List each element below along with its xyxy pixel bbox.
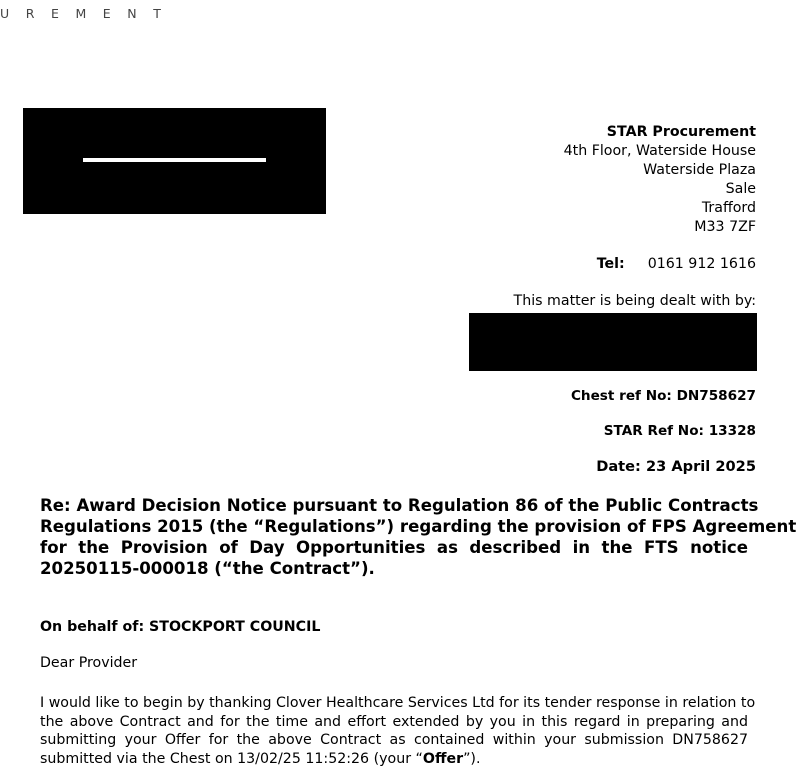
body-paragraph [40, 694, 756, 768]
subject-line: for the Provision of Day Opportunities as described in the FTS notice [40, 538, 748, 557]
redaction-mark [83, 158, 266, 162]
star-ref: STAR Ref No: 13328 [603, 423, 756, 439]
body-text: submitted via the Chest on 13/02/25 11:52:26 (your “ [40, 750, 423, 767]
body-line [40, 750, 748, 769]
address-line: Waterside Plaza [643, 162, 756, 178]
subject-line: 20250115-000018 (“the Contract”). [40, 559, 375, 578]
sender-address [564, 123, 756, 237]
body-text: ”). [463, 750, 481, 767]
greeting: Dear Provider [40, 655, 138, 671]
header-brand-fragment: U R E M E N T [0, 6, 168, 21]
body-line: submitting your Offer for the above Contract as contained within your submission DN758627 [40, 732, 748, 748]
dealt-with-label: This matter is being dealt with by: [513, 293, 756, 309]
address-line: M33 7ZF [694, 219, 756, 235]
offer-term: Offer [422, 750, 464, 767]
tel-label: Tel: [596, 256, 625, 272]
on-behalf-of: On behalf of: STOCKPORT COUNCIL [40, 619, 321, 635]
redacted-logo [23, 108, 326, 214]
subject-line: Regulations 2015 (the “Regulations”) regarding the provision of FPS Agreement [40, 517, 797, 536]
redacted-contact [469, 313, 757, 371]
address-line: 4th Floor, Waterside House [563, 143, 756, 159]
body-line: the above Contract and for the time and effort extended by you in this regard in preparing and [40, 713, 748, 730]
body-line: I would like to begin by thanking Clover Healthcare Services Ltd for its tender response in relation to [40, 695, 756, 711]
subject-heading [40, 495, 797, 579]
address-line: Sale [725, 181, 756, 197]
chest-ref: Chest ref No: DN758627 [570, 388, 756, 404]
sender-org: STAR Procurement [606, 124, 756, 140]
subject-line: Re: Award Decision Notice pursuant to Regulation 86 of the Public Contracts [40, 496, 759, 515]
letter-date: Date: 23 April 2025 [596, 458, 756, 475]
tel-value: 0161 912 1616 [647, 256, 756, 272]
address-line: Trafford [701, 200, 756, 216]
telephone [597, 256, 756, 272]
